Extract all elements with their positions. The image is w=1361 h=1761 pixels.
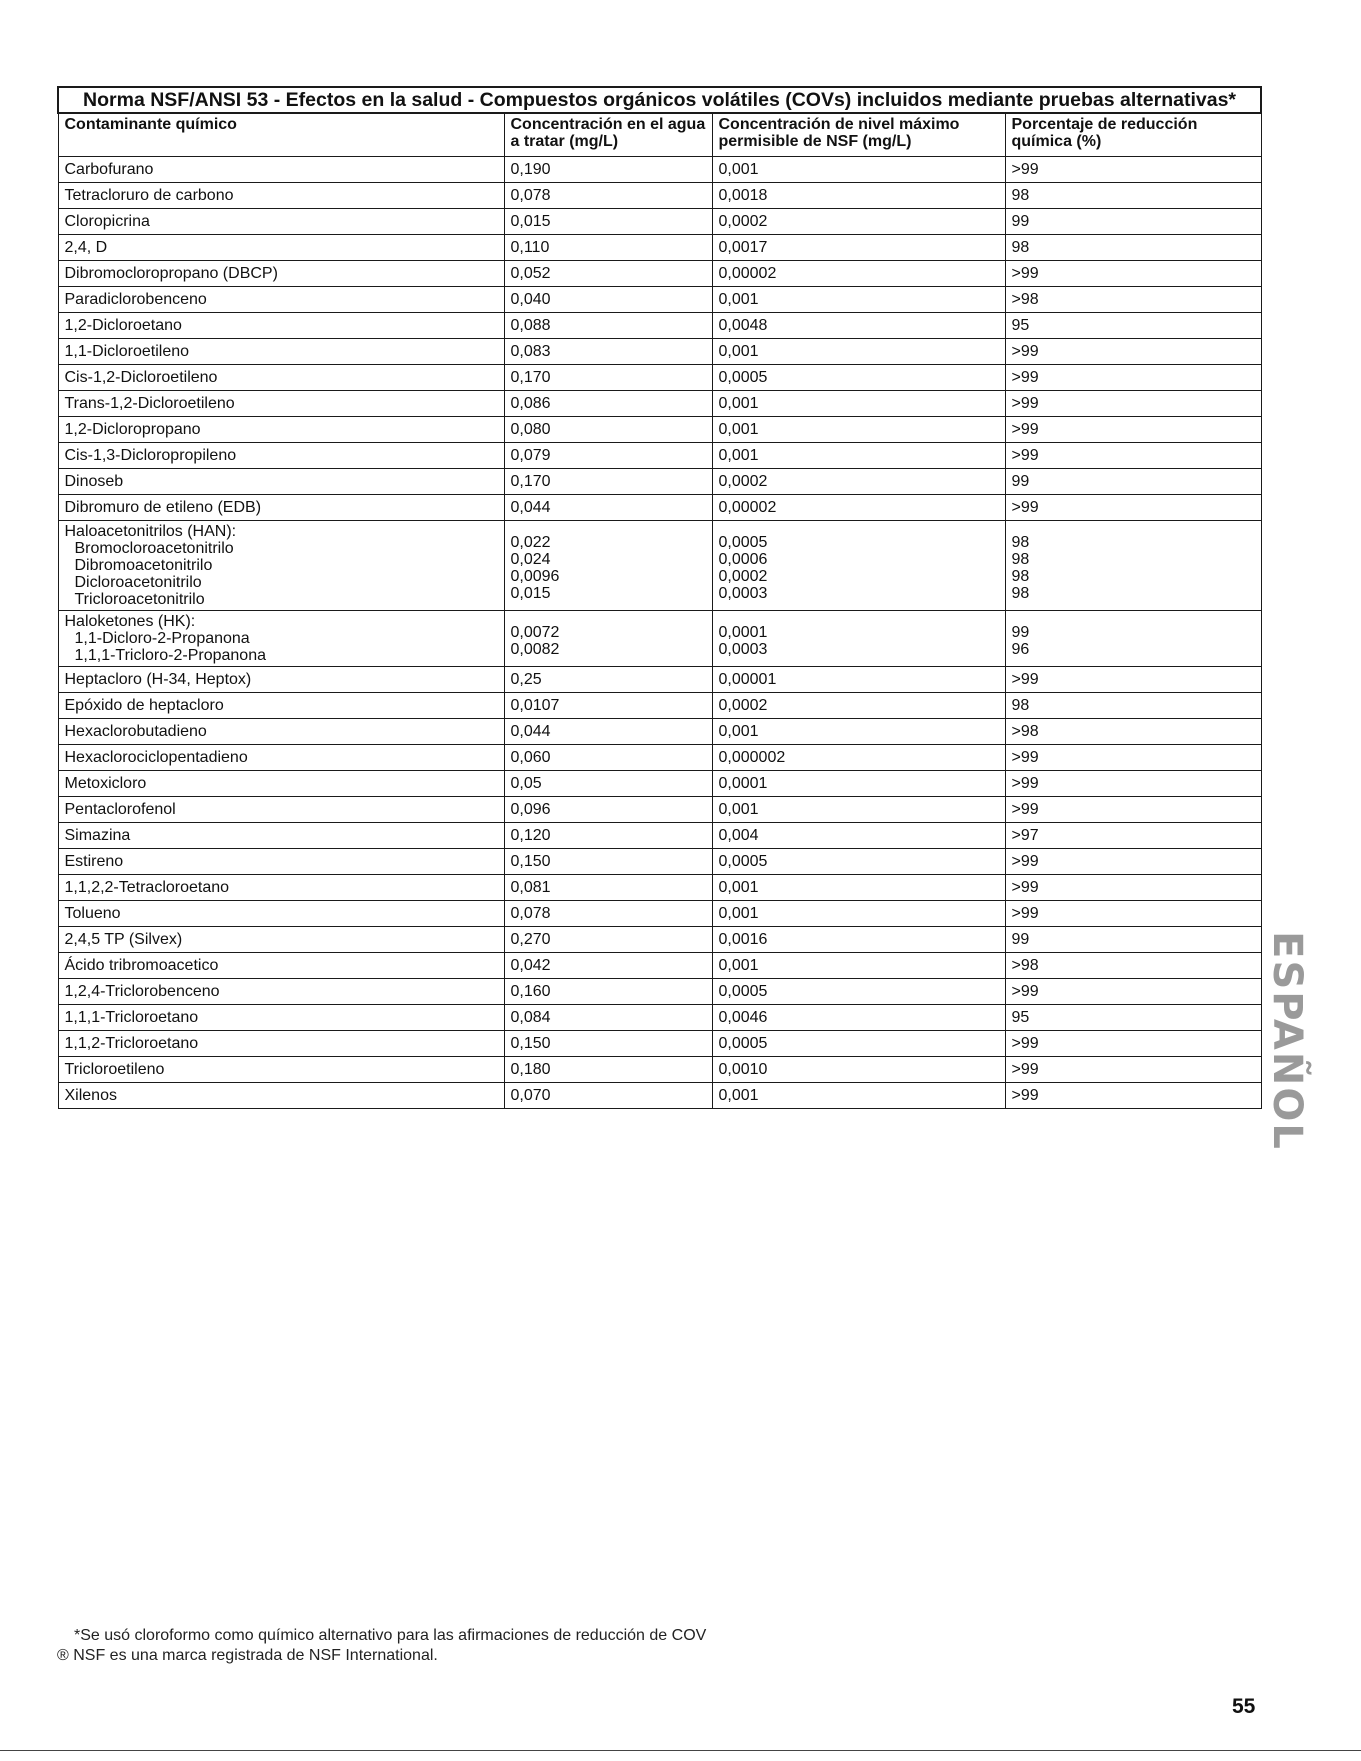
reduction-percent: >99 (1005, 339, 1261, 365)
hk-group-reduction (1005, 611, 1261, 667)
influent-concentration: 0,120 (504, 823, 712, 849)
table-row (58, 953, 1261, 979)
max-permissible: 0,0001 (712, 771, 1005, 797)
contaminant-name: Hexaclorobutadieno (58, 719, 504, 745)
influent-concentration: 0,044 (504, 719, 712, 745)
max-permissible: 0,0002 (712, 209, 1005, 235)
table-row (58, 443, 1261, 469)
table-row (58, 719, 1261, 745)
table-row (58, 313, 1261, 339)
reduction-percent: >99 (1005, 1057, 1261, 1083)
contaminant-name: Tricloroetileno (58, 1057, 504, 1083)
footnotes (57, 1626, 706, 1666)
table-row (58, 495, 1261, 521)
table-row (58, 875, 1261, 901)
hk-item-influent: 0,0072 (510, 624, 560, 641)
table-row (58, 693, 1261, 719)
han-group-label: Haloacetonitrilos (HAN): (64, 523, 237, 540)
han-item-name: Tricloroacetonitrilo (74, 591, 205, 608)
reduction-percent: >99 (1005, 1083, 1261, 1109)
han-group-names (58, 521, 504, 611)
table-body-a (58, 157, 1261, 521)
page-number: 55 (1232, 1695, 1256, 1718)
han-item-max: 0,0003 (718, 585, 768, 602)
reduction-percent: 95 (1005, 313, 1261, 339)
reduction-percent: >99 (1005, 495, 1261, 521)
han-item-influent: 0,024 (510, 551, 551, 568)
max-permissible: 0,001 (712, 443, 1005, 469)
contaminant-name: Cis-1,2-Dicloroetileno (58, 365, 504, 391)
table-row-hk-group (58, 611, 1261, 667)
max-permissible: 0,0002 (712, 469, 1005, 495)
contaminant-name: Cis-1,3-Dicloropropileno (58, 443, 504, 469)
han-item-max: 0,0002 (718, 568, 768, 585)
column-header-influent-concentration: Concentración en el agua a tratar (mg/L) (504, 113, 712, 157)
reduction-percent: >99 (1005, 875, 1261, 901)
reduction-percent: >98 (1005, 287, 1261, 313)
max-permissible: 0,000002 (712, 745, 1005, 771)
influent-concentration: 0,078 (504, 183, 712, 209)
hk-group-influent (504, 611, 712, 667)
max-permissible: 0,001 (712, 287, 1005, 313)
table-row (58, 979, 1261, 1005)
table-row (58, 745, 1261, 771)
influent-concentration: 0,05 (504, 771, 712, 797)
han-item-influent: 0,015 (510, 585, 551, 602)
hk-group-names (58, 611, 504, 667)
max-permissible: 0,0005 (712, 1031, 1005, 1057)
han-item-reduction: 98 (1011, 585, 1030, 602)
contaminant-name: Hexaclorociclopentadieno (58, 745, 504, 771)
max-permissible: 0,001 (712, 953, 1005, 979)
max-permissible: 0,0017 (712, 235, 1005, 261)
column-header-reduction-percent: Porcentaje de reducción química (%) (1005, 113, 1261, 157)
han-item-influent: 0,0096 (510, 568, 560, 585)
column-headers (58, 113, 1261, 157)
table-row (58, 287, 1261, 313)
han-group-influent (504, 521, 712, 611)
reduction-percent: >99 (1005, 797, 1261, 823)
hk-item-max: 0,0003 (718, 641, 768, 658)
contaminant-name: 2,4,5 TP (Silvex) (58, 927, 504, 953)
max-permissible: 0,001 (712, 797, 1005, 823)
contaminant-name: 1,2-Dicloroetano (58, 313, 504, 339)
table-row (58, 365, 1261, 391)
contaminant-name: Epóxido de heptacloro (58, 693, 504, 719)
hk-item-name: 1,1-Dicloro-2-Propanona (74, 630, 250, 647)
reduction-percent: 98 (1005, 235, 1261, 261)
contaminant-name: 2,4, D (58, 235, 504, 261)
reduction-percent: >99 (1005, 901, 1261, 927)
contaminant-name: 1,2-Dicloropropano (58, 417, 504, 443)
contaminant-name: Dinoseb (58, 469, 504, 495)
reduction-percent: >99 (1005, 979, 1261, 1005)
influent-concentration: 0,080 (504, 417, 712, 443)
table-row (58, 261, 1261, 287)
reduction-percent: >99 (1005, 157, 1261, 183)
max-permissible: 0,0005 (712, 979, 1005, 1005)
contaminant-name: 1,1,2,2-Tetracloroetano (58, 875, 504, 901)
reduction-percent: >98 (1005, 953, 1261, 979)
table-row (58, 183, 1261, 209)
table-row (58, 797, 1261, 823)
table-row (58, 1083, 1261, 1109)
influent-concentration: 0,160 (504, 979, 712, 1005)
contaminant-name: 1,1-Dicloroetileno (58, 339, 504, 365)
max-permissible: 0,0005 (712, 849, 1005, 875)
table-row (58, 391, 1261, 417)
footnote-trademark: ® NSF es una marca registrada de NSF International. (57, 1647, 438, 1664)
table-row (58, 849, 1261, 875)
influent-concentration: 0,088 (504, 313, 712, 339)
influent-concentration: 0,180 (504, 1057, 712, 1083)
reduction-percent: 98 (1005, 183, 1261, 209)
hk-item-name: 1,1,1-Tricloro-2-Propanona (74, 647, 266, 664)
contaminant-name: Pentaclorofenol (58, 797, 504, 823)
influent-concentration: 0,150 (504, 1031, 712, 1057)
column-header-max-permissible: Concentración de nivel máximo permisible de NSF (mg/L) (712, 113, 1005, 157)
reduction-percent: >98 (1005, 719, 1261, 745)
influent-concentration: 0,096 (504, 797, 712, 823)
max-permissible: 0,0002 (712, 693, 1005, 719)
reduction-percent: 99 (1005, 927, 1261, 953)
max-permissible: 0,0018 (712, 183, 1005, 209)
max-permissible: 0,001 (712, 157, 1005, 183)
table-row (58, 157, 1261, 183)
contaminant-name: Tetracloruro de carbono (58, 183, 504, 209)
reduction-percent: >99 (1005, 745, 1261, 771)
contaminant-name: Tolueno (58, 901, 504, 927)
influent-concentration: 0,150 (504, 849, 712, 875)
reduction-percent: 99 (1005, 469, 1261, 495)
max-permissible: 0,001 (712, 875, 1005, 901)
contaminant-name: 1,2,4-Triclorobenceno (58, 979, 504, 1005)
influent-concentration: 0,044 (504, 495, 712, 521)
contaminant-name: Carbofurano (58, 157, 504, 183)
table-row (58, 469, 1261, 495)
contaminant-table-container (57, 86, 1260, 1109)
table-row (58, 667, 1261, 693)
table-body-b (58, 667, 1261, 1109)
hk-group-label: Haloketones (HK): (64, 613, 196, 630)
influent-concentration: 0,015 (504, 209, 712, 235)
reduction-percent: 95 (1005, 1005, 1261, 1031)
influent-concentration: 0,042 (504, 953, 712, 979)
table-row (58, 339, 1261, 365)
influent-concentration: 0,170 (504, 365, 712, 391)
max-permissible: 0,004 (712, 823, 1005, 849)
influent-concentration: 0,070 (504, 1083, 712, 1109)
influent-concentration: 0,079 (504, 443, 712, 469)
max-permissible: 0,00001 (712, 667, 1005, 693)
table-row (58, 823, 1261, 849)
max-permissible: 0,0010 (712, 1057, 1005, 1083)
table-row (58, 1057, 1261, 1083)
reduction-percent: >99 (1005, 771, 1261, 797)
bottom-rule (0, 1750, 1361, 1751)
table-row (58, 417, 1261, 443)
influent-concentration: 0,25 (504, 667, 712, 693)
max-permissible: 0,001 (712, 391, 1005, 417)
han-item-max: 0,0005 (718, 534, 768, 551)
contaminant-name: Simazina (58, 823, 504, 849)
han-item-max: 0,0006 (718, 551, 768, 568)
han-item-name: Dicloroacetonitrilo (74, 574, 202, 591)
contaminant-name: Cloropicrina (58, 209, 504, 235)
han-item-name: Bromocloroacetonitrilo (74, 540, 234, 557)
max-permissible: 0,001 (712, 1083, 1005, 1109)
table-row (58, 771, 1261, 797)
table-title: Norma NSF/ANSI 53 - Efectos en la salud - Compuestos orgánicos volátiles (COVs) incluidos mediante pruebas alternativas* (58, 87, 1261, 113)
influent-concentration: 0,078 (504, 901, 712, 927)
contaminant-name: Metoxicloro (58, 771, 504, 797)
reduction-percent: >99 (1005, 443, 1261, 469)
table-row-han-group (58, 521, 1261, 611)
influent-concentration: 0,040 (504, 287, 712, 313)
contaminant-name: 1,1,1-Tricloroetano (58, 1005, 504, 1031)
reduction-percent: >99 (1005, 849, 1261, 875)
reduction-percent: >99 (1005, 667, 1261, 693)
language-side-tab (1262, 900, 1312, 1182)
han-group-reduction (1005, 521, 1261, 611)
influent-concentration: 0,190 (504, 157, 712, 183)
influent-concentration: 0,083 (504, 339, 712, 365)
hk-item-reduction: 96 (1011, 641, 1030, 658)
han-group-max (712, 521, 1005, 611)
max-permissible: 0,001 (712, 901, 1005, 927)
han-item-reduction: 98 (1011, 534, 1030, 551)
han-item-reduction: 98 (1011, 551, 1030, 568)
contaminant-name: Dibromuro de etileno (EDB) (58, 495, 504, 521)
reduction-percent: >99 (1005, 365, 1261, 391)
han-item-influent: 0,022 (510, 534, 551, 551)
contaminant-name: Trans-1,2-Dicloroetileno (58, 391, 504, 417)
han-item-reduction: 98 (1011, 568, 1030, 585)
max-permissible: 0,00002 (712, 261, 1005, 287)
reduction-percent: >99 (1005, 1031, 1261, 1057)
max-permissible: 0,0016 (712, 927, 1005, 953)
hk-item-max: 0,0001 (718, 624, 768, 641)
max-permissible: 0,0048 (712, 313, 1005, 339)
table-row (58, 235, 1261, 261)
contaminant-name: 1,1,2-Tricloroetano (58, 1031, 504, 1057)
table-row (58, 927, 1261, 953)
reduction-percent: >97 (1005, 823, 1261, 849)
table-row (58, 1005, 1261, 1031)
max-permissible: 0,001 (712, 719, 1005, 745)
influent-concentration: 0,081 (504, 875, 712, 901)
hk-item-influent: 0,0082 (510, 641, 560, 658)
contaminant-name: Heptacloro (H-34, Heptox) (58, 667, 504, 693)
contaminant-name: Ácido tribromoacetico (58, 953, 504, 979)
table-row (58, 901, 1261, 927)
table-row (58, 209, 1261, 235)
reduction-percent: >99 (1005, 417, 1261, 443)
influent-concentration: 0,270 (504, 927, 712, 953)
max-permissible: 0,0005 (712, 365, 1005, 391)
contaminant-name: Dibromocloropropano (DBCP) (58, 261, 504, 287)
table-body-groups (58, 521, 1261, 667)
contaminant-name: Paradiclorobenceno (58, 287, 504, 313)
influent-concentration: 0,110 (504, 235, 712, 261)
reduction-percent: >99 (1005, 391, 1261, 417)
max-permissible: 0,00002 (712, 495, 1005, 521)
max-permissible: 0,0046 (712, 1005, 1005, 1031)
influent-concentration: 0,086 (504, 391, 712, 417)
han-item-name: Dibromoacetonitrilo (74, 557, 213, 574)
max-permissible: 0,001 (712, 417, 1005, 443)
reduction-percent: >99 (1005, 261, 1261, 287)
hk-item-reduction: 99 (1011, 624, 1030, 641)
influent-concentration: 0,084 (504, 1005, 712, 1031)
hk-group-max (712, 611, 1005, 667)
column-header-contaminant: Contaminante químico (58, 113, 504, 157)
reduction-percent: 98 (1005, 693, 1261, 719)
contaminant-name: Xilenos (58, 1083, 504, 1109)
influent-concentration: 0,170 (504, 469, 712, 495)
language-side-tab-label: ESPAÑOL (1264, 931, 1310, 1151)
influent-concentration: 0,052 (504, 261, 712, 287)
footnote-alternative-chemical: *Se usó cloroformo como químico alternativo para las afirmaciones de reducción de COV (74, 1627, 707, 1644)
table-row (58, 1031, 1261, 1057)
influent-concentration: 0,0107 (504, 693, 712, 719)
reduction-percent: 99 (1005, 209, 1261, 235)
max-permissible: 0,001 (712, 339, 1005, 365)
contaminant-name: Estireno (58, 849, 504, 875)
contaminant-reduction-table (57, 86, 1262, 1109)
influent-concentration: 0,060 (504, 745, 712, 771)
